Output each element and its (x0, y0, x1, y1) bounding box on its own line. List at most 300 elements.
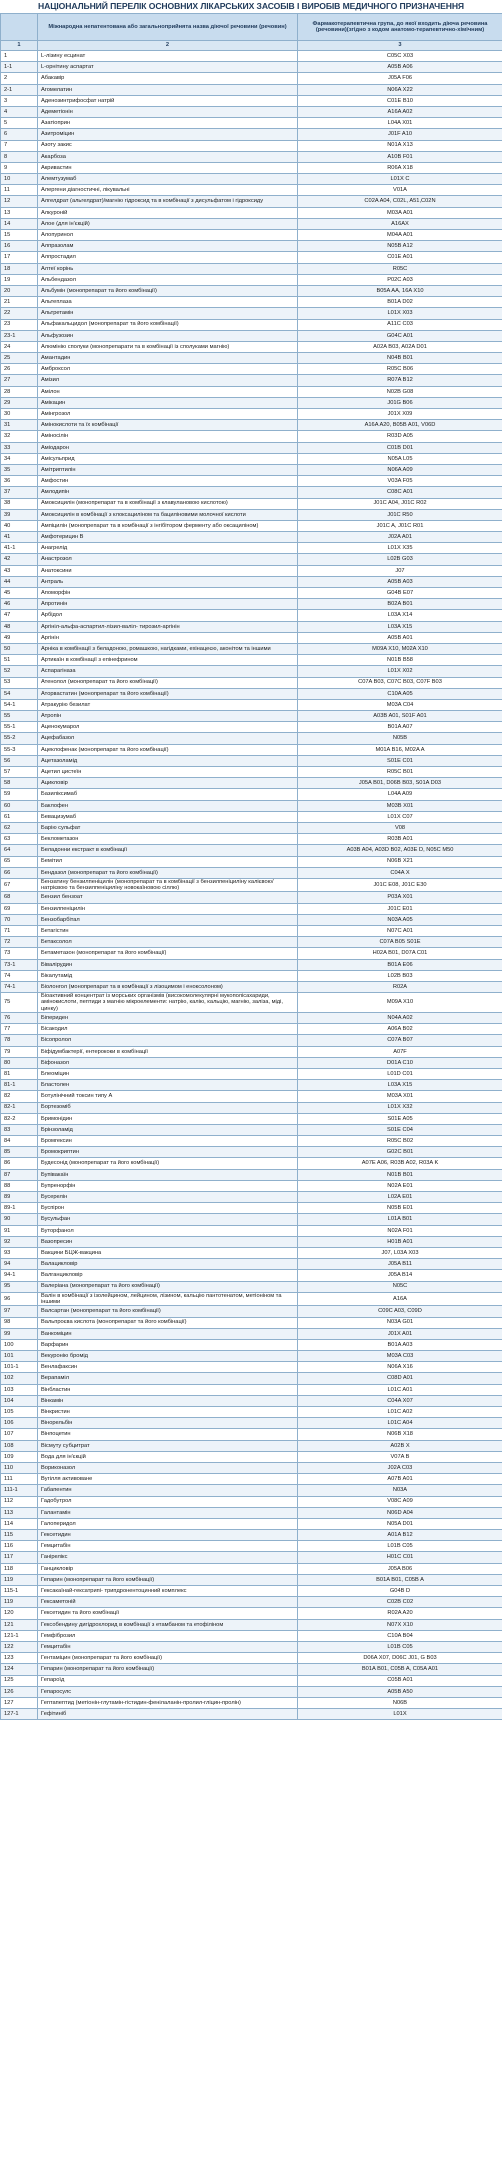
row-number: 39 (1, 509, 38, 520)
row-number: 55-2 (1, 733, 38, 744)
row-number: 127 (1, 1697, 38, 1708)
row-number: 32 (1, 431, 38, 442)
atc-code: N05B (298, 733, 502, 744)
drug-name: Алопуринол (38, 230, 298, 241)
table-row (1, 1317, 502, 1328)
drug-name: Альбендазол (38, 274, 298, 285)
atc-code: G04B D (298, 1586, 502, 1597)
drug-name: Гентаміцин (монопрепарат та його комбінації) (38, 1653, 298, 1664)
drug-name: Бетагістин (38, 926, 298, 937)
atc-code: H01C C01 (298, 1552, 502, 1563)
table-row (1, 1686, 502, 1697)
drug-name: Аміносілін (38, 431, 298, 442)
drug-name: Гексакаїнай-гексатрипі- трипдронентоцинний комплекс (38, 1586, 298, 1597)
drug-name: Азитроміцин (38, 129, 298, 140)
drug-name: Аргініл-альфа-аспартил-лізил-валіл- тирозил-аргінін (38, 621, 298, 632)
document-title: НАЦІОНАЛЬНИЙ ПЕРЕЛІК ОСНОВНИХ ЛІКАРСЬКИХ ЗАСОБІВ І ВИРОБІВ МЕДИЧНОГО ПРИЗНАЧЕННЯ (37, 1, 465, 11)
table-row (1, 319, 502, 330)
table-row (1, 218, 502, 229)
drug-name: Гепароїд (38, 1675, 298, 1686)
table-row (1, 520, 502, 531)
drug-name: Аденозинтрифосфат натрій (38, 95, 298, 106)
atc-code: R03B A01 (298, 834, 502, 845)
row-number: 115 (1, 1530, 38, 1541)
row-number: 119 (1, 1574, 38, 1585)
row-number: 83 (1, 1124, 38, 1135)
atc-code: N07X X10 (298, 1619, 502, 1630)
atc-code: J01C A04, J01C R02 (298, 498, 502, 509)
table-row (1, 565, 502, 576)
atc-code: A02B X (298, 1440, 502, 1451)
atc-code: N05A L05 (298, 453, 502, 464)
table-row (1, 655, 502, 666)
atc-code: J01C A, J01C R01 (298, 520, 502, 531)
table-row (1, 174, 502, 185)
drug-name: Бластолен (38, 1080, 298, 1091)
drug-name: Акарбоза (38, 151, 298, 162)
table-row (1, 1664, 502, 1675)
drug-name: Альбумін (монопрепарат та його комбінації) (38, 285, 298, 296)
drug-name: Аміодарон (38, 442, 298, 453)
atc-code: D01A C10 (298, 1057, 502, 1068)
row-number: 82-2 (1, 1113, 38, 1124)
drug-name: Ацеклофенак (монопрепарат та його комбінації) (38, 744, 298, 755)
drug-name: Азоту закис (38, 140, 298, 151)
drug-name: Біолонгол (монопрепарат та в комбінації з лізоцимом і еноксолоном) (38, 981, 298, 992)
drug-name: Бензил бензоат (38, 892, 298, 903)
drug-name: Амітриптилін (38, 464, 298, 475)
row-number: 55-1 (1, 722, 38, 733)
table-row (1, 1630, 502, 1641)
drug-name: Вазопресин (38, 1236, 298, 1247)
table-row (1, 1563, 502, 1574)
row-number: 34 (1, 453, 38, 464)
row-number: 74 (1, 970, 38, 981)
row-number: 98 (1, 1317, 38, 1328)
drug-name: Буспірон (38, 1203, 298, 1214)
drug-name: Атропін (38, 711, 298, 722)
row-number: 81-1 (1, 1080, 38, 1091)
table-header (1, 14, 502, 51)
row-number: 112 (1, 1496, 38, 1507)
drug-name: Біоактивний концентрат із морських організмів (високомолекулярні мукополісахариди, амінокислоти, пептиди з магнію мікроелементи: натрію, калію, кальцію, магнію, заліза, міді, цинку) (38, 993, 298, 1013)
atc-code: N06B X21 (298, 856, 502, 867)
table-row (1, 420, 502, 431)
drug-name: Бендазол (монопрепарат та його комбінації) (38, 867, 298, 878)
row-number: 81 (1, 1068, 38, 1079)
atc-code: C05B A01 (298, 1675, 502, 1686)
table-row (1, 677, 502, 688)
drug-name: Аценокумарол (38, 722, 298, 733)
atc-code: B02A B01 (298, 599, 502, 610)
drug-name: Буторфанол (38, 1225, 298, 1236)
drug-name: Амфостин (38, 476, 298, 487)
drug-name: Ганірелікс (38, 1552, 298, 1563)
atc-code: C04A X07 (298, 1395, 502, 1406)
row-number: 111-1 (1, 1485, 38, 1496)
table-row (1, 1328, 502, 1339)
row-number: 100 (1, 1339, 38, 1350)
table-row (1, 1091, 502, 1102)
header-group-column: Фармакотерапевтична група, до якої входить діюча речовина (речовини)(згідно з кодом анатомо-терапевтично-хімічним) (298, 14, 502, 41)
atc-code: A03B A01, S01F A01 (298, 711, 502, 722)
atc-code: J01F A10 (298, 129, 502, 140)
table-row (1, 1541, 502, 1552)
atc-code: H02A B01, D07A C01 (298, 948, 502, 959)
table-row (1, 1203, 502, 1214)
row-number: 54-1 (1, 699, 38, 710)
row-number: 23 (1, 319, 38, 330)
row-number: 119 (1, 1597, 38, 1608)
row-number: 88 (1, 1180, 38, 1191)
row-number: 27 (1, 375, 38, 386)
row-number: 17 (1, 252, 38, 263)
row-number: 114 (1, 1518, 38, 1529)
drug-name: Бусерелін (38, 1192, 298, 1203)
table-body (1, 51, 502, 1720)
drug-name: Алергени діагностичні, лікувальні (38, 185, 298, 196)
atc-code: L02A E01 (298, 1192, 502, 1203)
atc-code: L02B B03 (298, 970, 502, 981)
atc-code: N03A A05 (298, 914, 502, 925)
row-number: 33 (1, 442, 38, 453)
row-number: 64 (1, 845, 38, 856)
row-number: 99 (1, 1328, 38, 1339)
atc-code: L01C A04 (298, 1418, 502, 1429)
atc-code: N05B E01 (298, 1203, 502, 1214)
drug-name: Бісакодил (38, 1024, 298, 1035)
atc-code: B01A B01, C05B A (298, 1574, 502, 1585)
row-number: 58 (1, 778, 38, 789)
drug-name: Амізил (38, 375, 298, 386)
drug-name: Вакцини БЦЖ-вакцина (38, 1247, 298, 1258)
drug-name: Алпразолам (38, 241, 298, 252)
atc-code: J05A B01, D06B B03, S01A D03 (298, 778, 502, 789)
drug-name: Венлафаксин (38, 1362, 298, 1373)
atc-code: A07F (298, 1046, 502, 1057)
row-number: 29 (1, 397, 38, 408)
atc-code: J07, L03A X03 (298, 1247, 502, 1258)
table-row (1, 1407, 502, 1418)
row-number: 124 (1, 1664, 38, 1675)
table-row (1, 84, 502, 95)
row-number: 89 (1, 1192, 38, 1203)
atc-code: J05A F06 (298, 73, 502, 84)
drug-name: Альфакальцидол (монопрепарат та його комбінації) (38, 319, 298, 330)
row-number: 24 (1, 341, 38, 352)
atc-code: V07A B (298, 1451, 502, 1462)
table-row (1, 688, 502, 699)
row-number: 106 (1, 1418, 38, 1429)
drug-name: Бісопролол (38, 1035, 298, 1046)
atc-code: L03A X15 (298, 1080, 502, 1091)
atc-code: B01A B01, C05B A, C05A A01 (298, 1664, 502, 1675)
row-number: 45 (1, 588, 38, 599)
atc-code: M04A A01 (298, 230, 502, 241)
drug-name: Алкуроній (38, 207, 298, 218)
atc-code: L03A X15 (298, 621, 502, 632)
drug-name: Бівалірудин (38, 959, 298, 970)
drug-name: Гексетидин та його комбінації (38, 1608, 298, 1619)
table-row (1, 1384, 502, 1395)
drug-name: Валганцикловір (38, 1270, 298, 1281)
atc-code: A02A B03, A02A D01 (298, 341, 502, 352)
row-number: 49 (1, 632, 38, 643)
drug-name: Апоморфін (38, 588, 298, 599)
drug-name: Артикаїн в комбінації з епінефрином (38, 655, 298, 666)
table-row (1, 981, 502, 992)
header-number-cell (1, 14, 38, 41)
table-row (1, 1697, 502, 1708)
atc-code: N03A G01 (298, 1317, 502, 1328)
table-row (1, 1158, 502, 1169)
row-number: 70 (1, 914, 38, 925)
row-number: 105 (1, 1407, 38, 1418)
atc-code: C05C X03 (298, 51, 502, 62)
table-row (1, 1136, 502, 1147)
atc-code: L01D C01 (298, 1068, 502, 1079)
atc-code: C08C A01 (298, 487, 502, 498)
drug-name: Гефітиніб (38, 1709, 298, 1720)
drug-name: Беладонни екстракт в комбінації (38, 845, 298, 856)
atc-code: N06A X16 (298, 1362, 502, 1373)
atc-code: J02A C03 (298, 1462, 502, 1473)
table-row (1, 509, 502, 520)
drug-name: Вінкамін (38, 1395, 298, 1406)
row-number: 107 (1, 1429, 38, 1440)
atc-code: R05C (298, 263, 502, 274)
atc-code: A07E A06, R03B A02, R03A K (298, 1158, 502, 1169)
drug-name: Валеріана (монопрепарат та його комбінації) (38, 1281, 298, 1292)
table-row (1, 386, 502, 397)
atc-code: N05B A12 (298, 241, 502, 252)
row-number: 73 (1, 948, 38, 959)
row-number: 51 (1, 655, 38, 666)
table-row (1, 1351, 502, 1362)
table-row (1, 1574, 502, 1585)
table-row (1, 722, 502, 733)
drug-name: Аторвастатин (монопрепарат та його комбінації) (38, 688, 298, 699)
drug-name: Гемфіброзил (38, 1630, 298, 1641)
row-number: 48 (1, 621, 38, 632)
row-number: 101-1 (1, 1362, 38, 1373)
row-number: 47 (1, 610, 38, 621)
row-number: 103 (1, 1384, 38, 1395)
atc-code: R02A A20 (298, 1608, 502, 1619)
table-row (1, 1518, 502, 1529)
table-row (1, 1675, 502, 1686)
row-number: 22 (1, 308, 38, 319)
table-row (1, 330, 502, 341)
drug-name: Вінорельбін (38, 1418, 298, 1429)
drug-name: Амінокислоти та їх комбінації (38, 420, 298, 431)
atc-code: L01B C05 (298, 1641, 502, 1652)
atc-code: N06A A09 (298, 464, 502, 475)
atc-code: H01B A01 (298, 1236, 502, 1247)
drug-name: Алемтузумаб (38, 174, 298, 185)
drug-name: Альтеплаза (38, 297, 298, 308)
drug-name: Варфарин (38, 1339, 298, 1350)
table-row (1, 643, 502, 654)
atc-code: N01A X13 (298, 140, 502, 151)
column-number-2: 2 (38, 41, 298, 51)
row-number: 117 (1, 1552, 38, 1563)
atc-code: M09A X10, M02A X10 (298, 643, 502, 654)
atc-code: B05A AA, 16A X10 (298, 285, 502, 296)
drug-name: Вінбластин (38, 1384, 298, 1395)
atc-code: A05B A50 (298, 1686, 502, 1697)
row-number: 104 (1, 1395, 38, 1406)
drug-name: Адеметіонін (38, 106, 298, 117)
atc-code: J07 (298, 565, 502, 576)
row-number: 84 (1, 1136, 38, 1147)
drug-name: Акривастин (38, 162, 298, 173)
drug-name: Гексетидин (38, 1530, 298, 1541)
row-number: 6 (1, 129, 38, 140)
atc-code: C10A B04 (298, 1630, 502, 1641)
drug-name: Ганцикловір (38, 1563, 298, 1574)
atc-code: A16A (298, 1292, 502, 1306)
table-row (1, 1247, 502, 1258)
table-row (1, 230, 502, 241)
row-number: 74-1 (1, 981, 38, 992)
table-row (1, 464, 502, 475)
table-row (1, 1586, 502, 1597)
table-row (1, 576, 502, 587)
table-row (1, 1641, 502, 1652)
atc-code: N06B (298, 1697, 502, 1708)
row-number: 90 (1, 1214, 38, 1225)
row-number: 91 (1, 1225, 38, 1236)
header-row (1, 14, 502, 41)
drug-name: Ванкоміцин (38, 1328, 298, 1339)
atc-code: C10A A05 (298, 688, 502, 699)
atc-code: A07B A01 (298, 1474, 502, 1485)
table-row (1, 1035, 502, 1046)
row-number: 57 (1, 767, 38, 778)
table-row (1, 1259, 502, 1270)
row-number: 72 (1, 937, 38, 948)
table-row (1, 1214, 502, 1225)
atc-code: N02A F01 (298, 1225, 502, 1236)
table-row (1, 856, 502, 867)
drug-name: Вінкристин (38, 1407, 298, 1418)
drug-name: Вода для ін'єкцій (38, 1451, 298, 1462)
atc-code: V08 (298, 822, 502, 833)
table-row (1, 948, 502, 959)
drug-name: Атенолол (монопрепарат та його комбінації) (38, 677, 298, 688)
table-row (1, 621, 502, 632)
table-row (1, 162, 502, 173)
row-number: 115-1 (1, 1586, 38, 1597)
table-row (1, 878, 502, 892)
atc-code: C08D A01 (298, 1373, 502, 1384)
table-row (1, 1080, 502, 1091)
table-row (1, 409, 502, 420)
row-number: 86 (1, 1158, 38, 1169)
atc-code: V03A F05 (298, 476, 502, 487)
table-row (1, 1485, 502, 1496)
table-row (1, 1339, 502, 1350)
drug-name: Аргінін (38, 632, 298, 643)
row-number: 102 (1, 1373, 38, 1384)
row-number: 3 (1, 95, 38, 106)
row-number: 68 (1, 892, 38, 903)
atc-code: B01A A07 (298, 722, 502, 733)
drug-name: Амлодипін (38, 487, 298, 498)
row-number: 121 (1, 1619, 38, 1630)
table-row (1, 476, 502, 487)
drug-name: Брінзоламід (38, 1124, 298, 1135)
drug-name: Апротинін (38, 599, 298, 610)
atc-code: C01E B10 (298, 95, 502, 106)
atc-code: J01X A01 (298, 1328, 502, 1339)
table-row (1, 1462, 502, 1473)
table-row (1, 1373, 502, 1384)
row-number: 21 (1, 297, 38, 308)
drug-name: Амантадин (38, 353, 298, 364)
table-row (1, 207, 502, 218)
table-row (1, 1192, 502, 1203)
table-row (1, 297, 502, 308)
table-row (1, 129, 502, 140)
row-number: 96 (1, 1292, 38, 1306)
table-row (1, 892, 502, 903)
drug-name: Гадобутрол (38, 1496, 298, 1507)
atc-code: M03A X01 (298, 1091, 502, 1102)
atc-code: P02C A03 (298, 274, 502, 285)
row-number: 66 (1, 867, 38, 878)
row-number: 38 (1, 498, 38, 509)
atc-code: J05A B14 (298, 1270, 502, 1281)
row-number: 85 (1, 1147, 38, 1158)
table-row (1, 51, 502, 62)
table-row (1, 1496, 502, 1507)
atc-code: L01A B01 (298, 1214, 502, 1225)
atc-code: N03A (298, 1485, 502, 1496)
atc-code: J01C E08, J01C E30 (298, 878, 502, 892)
table-row (1, 822, 502, 833)
table-row (1, 767, 502, 778)
drug-name: Верапаміл (38, 1373, 298, 1384)
drug-name: Беклометазон (38, 834, 298, 845)
atc-code: G02C B01 (298, 1147, 502, 1158)
atc-code: R06A X18 (298, 162, 502, 173)
atc-code: G04B E07 (298, 588, 502, 599)
atc-code: N06B X18 (298, 1429, 502, 1440)
atc-code: S01E A05 (298, 1113, 502, 1124)
row-number: 75 (1, 993, 38, 1013)
table-row (1, 937, 502, 948)
row-number: 19 (1, 274, 38, 285)
atc-code: A16A A02 (298, 106, 502, 117)
atc-code: L03A X14 (298, 610, 502, 621)
row-number: 30 (1, 409, 38, 420)
atc-code: C01B D01 (298, 442, 502, 453)
atc-code: N01B B01 (298, 1169, 502, 1180)
atc-code: A03B A04, A03D B02, A03E D, N05C M50 (298, 845, 502, 856)
drug-name: Амброксол (38, 364, 298, 375)
atc-code: N07C A01 (298, 926, 502, 937)
row-number: 4 (1, 106, 38, 117)
drug-name: Гептапептид (метіонін-глутамін-гістидин-фенілаланін-пролил-гліцин-пролін) (38, 1697, 298, 1708)
row-number: 28 (1, 386, 38, 397)
table-row (1, 1395, 502, 1406)
row-number: 123 (1, 1653, 38, 1664)
table-row (1, 811, 502, 822)
atc-code: L01X X03 (298, 308, 502, 319)
drug-name: Вісмуту субцитрат (38, 1440, 298, 1451)
